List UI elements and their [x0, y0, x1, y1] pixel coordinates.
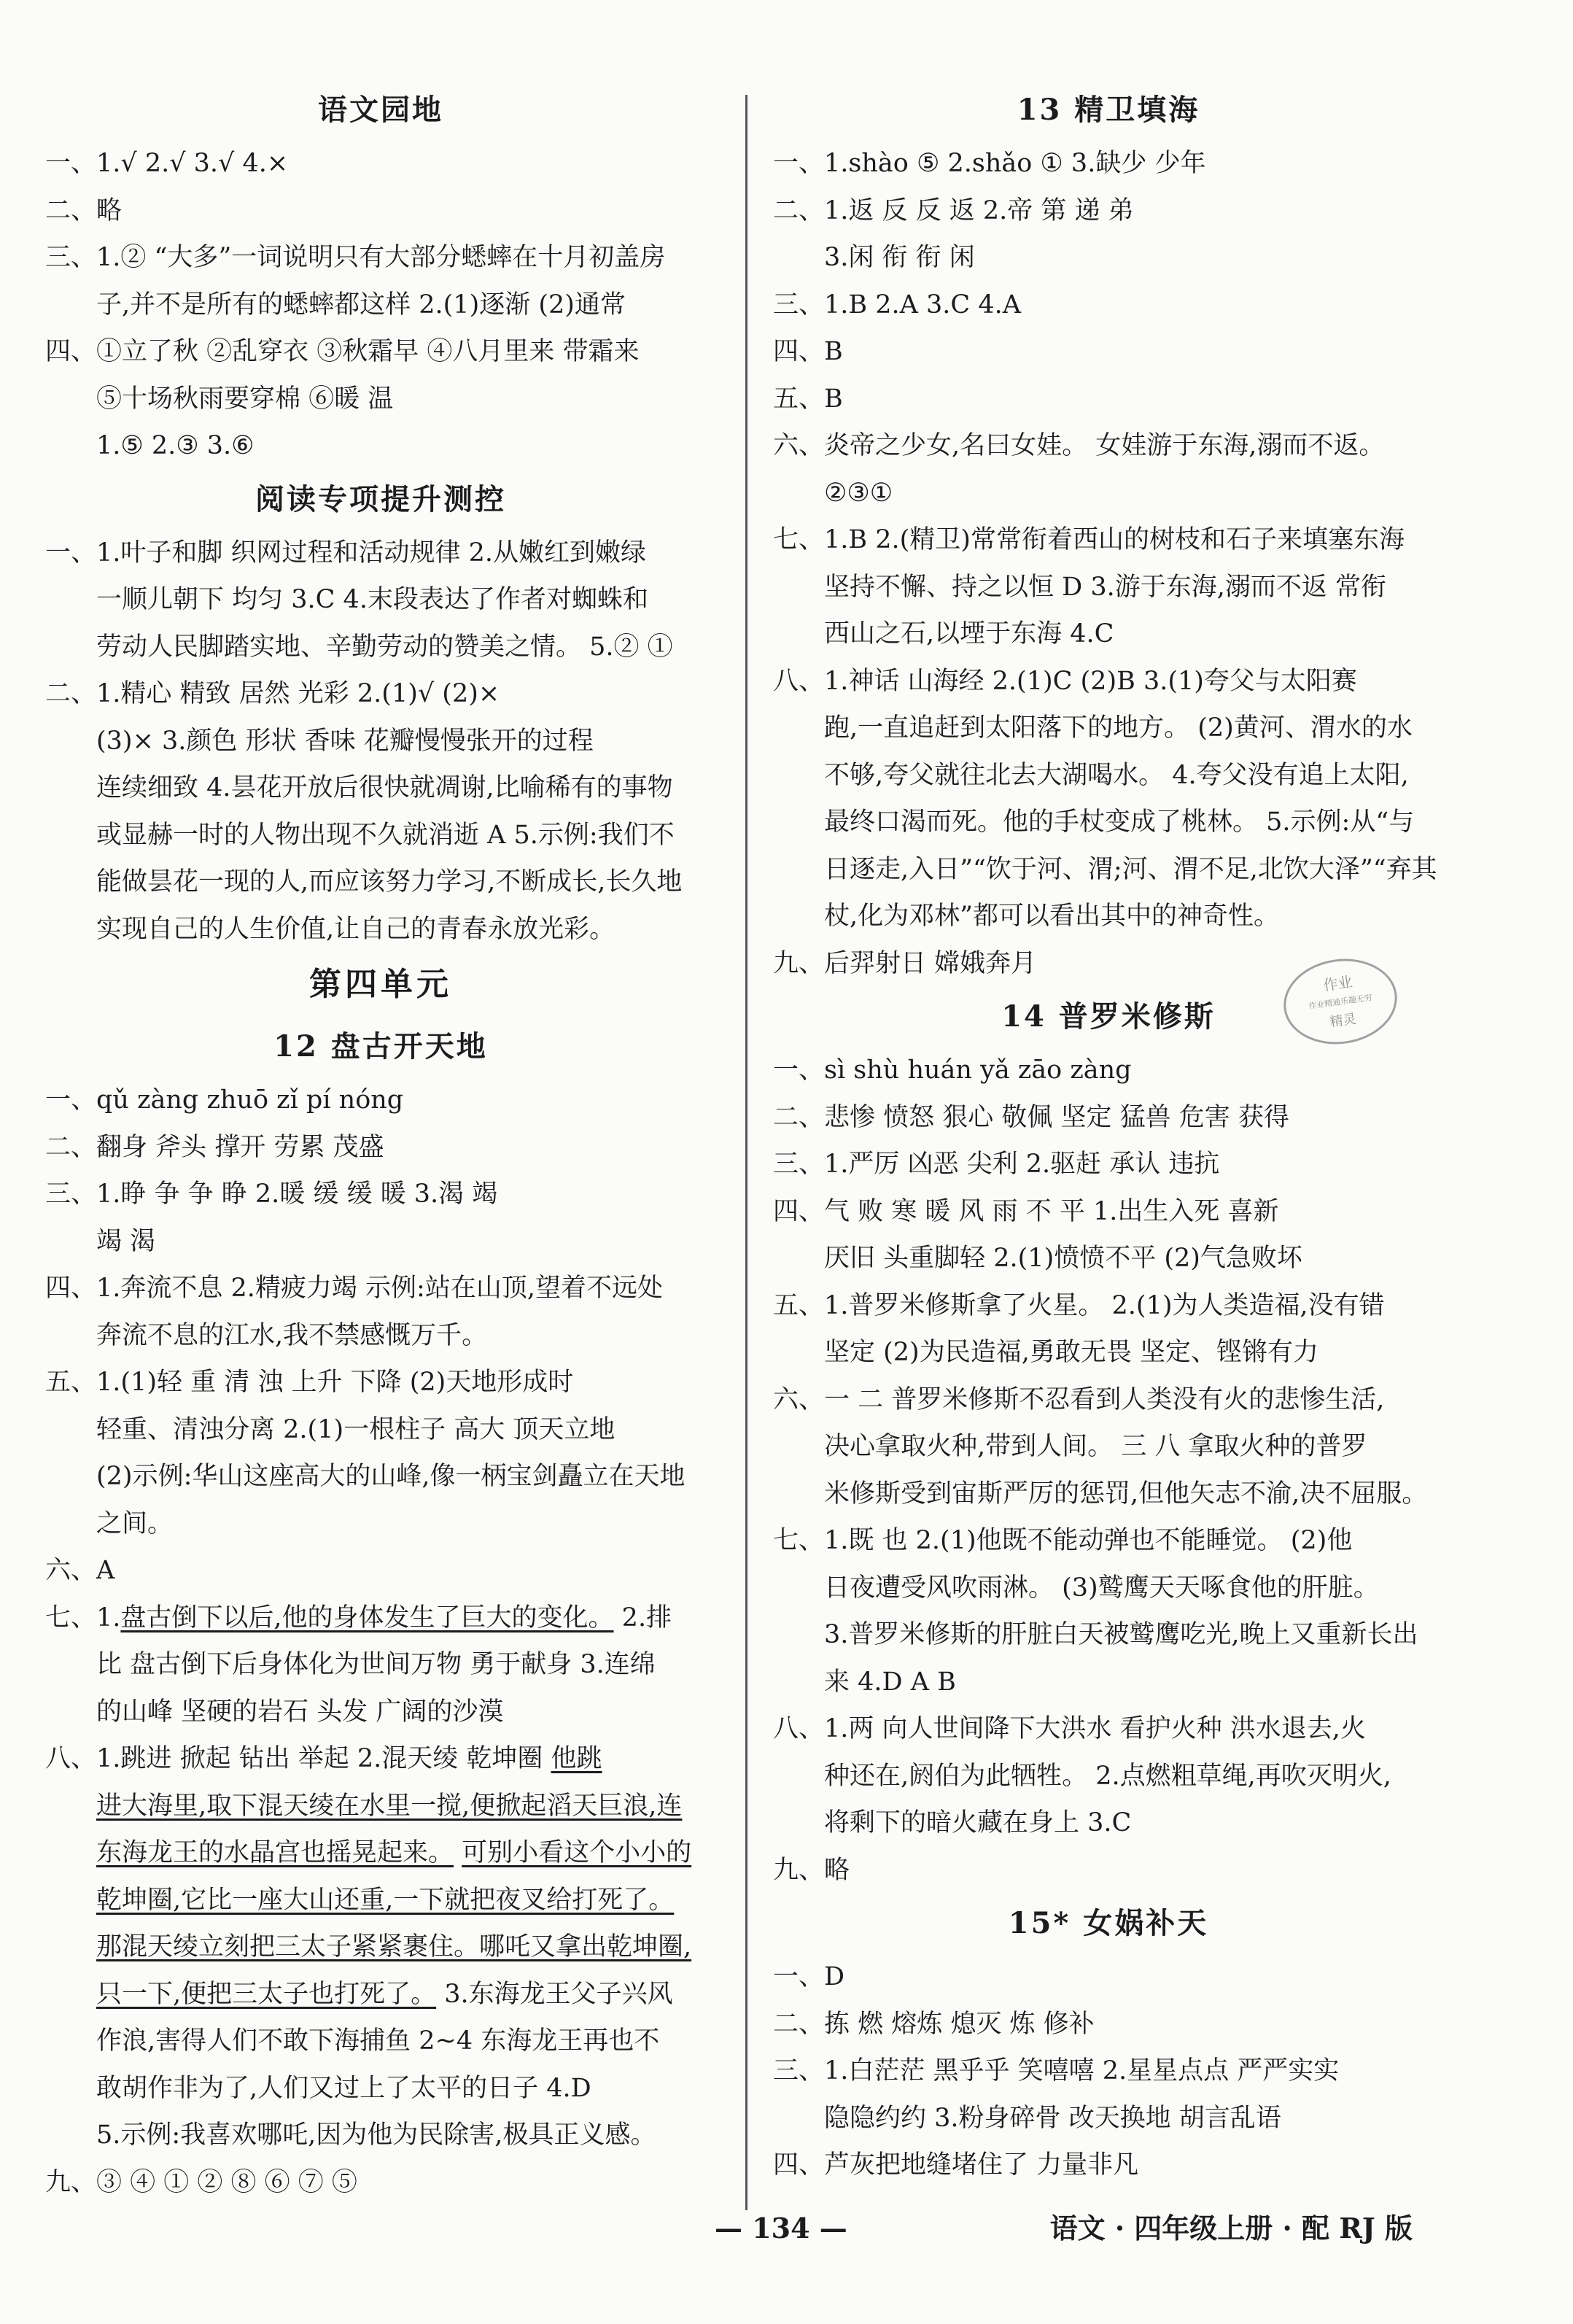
right-column — [773, 80, 1444, 2189]
answer-line: 最终口渴而死。他的手杖变成了桃林。 5.示例:从“与 — [824, 807, 1415, 837]
answer-line: 来 4.D A B — [824, 1667, 956, 1697]
answer-line: 3.闲 衔 衔 闲 — [824, 243, 975, 272]
answer-line: 坚持不懈、持之以恒 D 3.游于东海,溺而不返 常衔 — [824, 572, 1386, 602]
answer-line: 一、1.叶子和脚 织网过程和活动规律 2.从嫩红到嫩绿 — [45, 538, 647, 568]
answer-line: 1.⑤ 2.③ 3.⑥ — [96, 431, 255, 460]
answer-line — [45, 1924, 716, 1971]
answer-line: 西山之石,以堙于东海 4.C — [824, 619, 1114, 648]
answer-line: 四、B — [773, 337, 843, 366]
answer-line: ⑤十场秋雨要穿棉 ⑥暖 温 — [96, 384, 394, 414]
underlined-answer: 可别小看这个小小的 — [462, 1838, 692, 1867]
page-footer — [0, 2203, 1573, 2254]
section-title-reading-test: 阅读专项提升测控 — [255, 481, 506, 516]
answer-line: 八、1.两 向人世间降下大洪水 看护火种 洪水退去,火 — [773, 1714, 1366, 1743]
underlined-answer: 进大海里,取下混天绫在水里一搅,便掀起滔天巨浪,连 — [96, 1791, 683, 1821]
answer-line — [45, 1971, 716, 2018]
answer-line: 二、拣 燃 熔炼 熄灭 炼 修补 — [773, 2009, 1095, 2039]
answer-line: 一、sì shù huán yǎ zāo zàng — [773, 1056, 1132, 1085]
answer-line: 四、1.奔流不息 2.精疲力竭 示例:站在山顶,望着不远处 — [45, 1274, 663, 1303]
lesson-title-12: 12 盘古开天地 — [273, 1029, 488, 1064]
answer-line: 或显赫一时的人物出现不久就消逝 A 5.示例:我们不 — [96, 820, 675, 850]
answer-line: 连续细致 4.昙花开放后很快就凋谢,比喻稀有的事物 — [96, 773, 673, 802]
line-text: 七、1. — [45, 1603, 121, 1632]
section-title-yuwen-yuandi: 语文园地 — [318, 93, 443, 127]
answer-line: (3)× 3.颜色 形状 香味 花瓣慢慢张开的过程 — [96, 726, 594, 756]
answer-line: 一、qǔ zàng zhuō zǐ pí nóng — [45, 1085, 404, 1115]
answer-line: 六、一 二 普罗米修斯不忍看到人类没有火的悲惨生活, — [773, 1384, 1385, 1414]
lesson-title-15: 15* 女娲补天 — [1008, 1906, 1209, 1940]
answer-line: 七、1.B 2.(精卫)常常衔着西山的树枝和石子来填塞东海 — [773, 525, 1405, 554]
answer-line: 一、1.√ 2.√ 3.√ 4.× — [45, 149, 289, 178]
answer-line: 三、1.睁 争 争 睁 2.暖 缓 缓 暖 3.渴 竭 — [45, 1180, 498, 1209]
page-number: — 134 — — [715, 2212, 847, 2244]
answer-line: 六、A — [45, 1556, 115, 1585]
answer-line: 5.示例:我喜欢哪吒,因为他为民除害,极具正义感。 — [96, 2120, 656, 2150]
answer-line: 三、1.B 2.A 3.C 4.A — [773, 290, 1022, 319]
answer-line: 隐隐约约 3.粉身碎骨 改天换地 胡言乱语 — [824, 2103, 1281, 2133]
line-text: 八、1.跳进 掀起 钻出 举起 2.混天绫 乾坤圈 — [45, 1744, 551, 1773]
answer-line: 奔流不息的江水,我不禁感慨万千。 — [96, 1320, 488, 1350]
answer-line: 3.普罗米修斯的肝脏白天被鹫鹰吃光,晚上又重新长出 — [824, 1620, 1418, 1649]
answer-line: 敢胡作非为了,人们又过上了太平的日子 4.D — [96, 2073, 591, 2103]
unit-title: 第四单元 — [309, 966, 452, 1003]
answer-line: 二、翻身 斧头 撑开 劳累 茂盛 — [45, 1132, 384, 1162]
answer-line: 日逐走,入日”“饮于河、渭;河、渭不足,北饮大泽”“弃其 — [824, 854, 1437, 884]
column-divider — [745, 95, 747, 2210]
answer-line: 比 盘古倒下后身体化为世间万物 勇于献身 3.连绵 — [96, 1650, 656, 1679]
answer-line: 四、芦灰把地缝堵住了 力量非凡 — [773, 2150, 1139, 2180]
answer-line: 一、D — [773, 1962, 845, 1991]
answer-line: 五、1.(1)轻 重 清 浊 上升 下降 (2)天地形成时 — [45, 1368, 574, 1397]
answer-line: 日夜遭受风吹雨淋。 (3)鹫鹰天天啄食他的肝脏。 — [824, 1573, 1379, 1603]
stamp-text: 作业 — [1322, 972, 1353, 994]
underlined-answer: 东海龙王的水晶宫也摇晃起来。 — [96, 1838, 454, 1867]
answer-line: 子,并不是所有的蟋蟀都这样 2.(1)逐渐 (2)通常 — [96, 290, 626, 319]
answer-line: 四、气 败 寒 暖 风 雨 不 平 1.出生入死 喜新 — [773, 1196, 1279, 1226]
answer-line: 作浪,害得人们不敢下海捕鱼 2~4 东海龙王再也不 — [96, 2026, 660, 2056]
stamp-text: 作业精通乐趣无穷 — [1308, 992, 1373, 1012]
answer-line: 二、悲惨 愤怒 狠心 敬佩 坚定 猛兽 危害 获得 — [773, 1102, 1289, 1132]
answer-line: 九、后羿射日 嫦娥奔月 — [773, 948, 1037, 978]
answer-line: 之间。 — [96, 1508, 174, 1538]
answer-line: 将剩下的暗火藏在身上 3.C — [824, 1808, 1132, 1837]
answer-line: 厌旧 头重脚轻 2.(1)愤愤不平 (2)气急败坏 — [824, 1244, 1302, 1273]
answer-line: 实现自己的人生价值,让自己的青春永放光彩。 — [96, 914, 615, 944]
book-info: 语文 · 四年级上册 · 配 RJ 版 — [1049, 2212, 1413, 2244]
answer-line — [45, 1829, 716, 1877]
answer-line: 九、略 — [773, 1855, 850, 1885]
stamp-text: 精灵 — [1329, 1011, 1357, 1031]
answer-line: 三、1.② “大多”一词说明只有大部分蟋蟀在十月初盖房 — [45, 243, 666, 272]
answer-line: 八、1.神话 山海经 2.(1)C (2)B 3.(1)夸父与太阳赛 — [773, 666, 1357, 696]
answer-line: 六、炎帝之少女,名曰女娃。 女娃游于东海,溺而不返。 — [773, 431, 1385, 460]
answer-line: 二、1.精心 精致 居然 光彩 2.(1)√ (2)× — [45, 679, 500, 708]
answer-line: 九、③ ④ ① ② ⑧ ⑥ ⑦ ⑤ — [45, 2167, 357, 2197]
line-text: 3.东海龙王父子兴风 — [436, 1979, 673, 2009]
line-text: 2.排 — [613, 1603, 672, 1632]
answer-line: 劳动人民脚踏实地、辛勤劳动的赞美之情。 5.② ① — [96, 632, 673, 662]
answer-line — [45, 1877, 716, 1924]
answer-line: 二、略 — [45, 195, 123, 225]
answer-line: 决心拿取火种,带到人间。 三 八 拿取火种的普罗 — [824, 1432, 1367, 1461]
lesson-title-13: 13 精卫填海 — [1017, 93, 1200, 127]
answer-line: 种还在,阏伯为此牺牲。 2.点燃粗草绳,再吹灭明火, — [824, 1761, 1391, 1791]
answer-line: 五、1.普罗米修斯拿了火星。 2.(1)为人类造福,没有错 — [773, 1290, 1385, 1320]
answer-line: 能做昙花一现的人,而应该努力学习,不断成长,长久地 — [96, 867, 683, 896]
answer-line: 四、①立了秋 ②乱穿衣 ③秋霜早 ④八月里来 带霜来 — [45, 337, 640, 366]
left-column — [45, 80, 716, 2206]
underlined-answer: 只一下,便把三太子也打死了。 — [96, 1979, 437, 2009]
answer-line: 一顺儿朝下 均匀 3.C 4.末段表达了作者对蜘蛛和 — [96, 585, 648, 614]
answer-line — [45, 1783, 716, 1830]
underlined-answer: 乾坤圈,它比一座大山还重,一下就把夜叉给打死了。 — [96, 1885, 675, 1915]
underlined-answer: 他跳 — [551, 1744, 602, 1773]
answer-line: 的山峰 坚硬的岩石 头发 广阔的沙漠 — [96, 1697, 504, 1727]
answer-line: 跑,一直追赶到太阳落下的地方。 (2)黄河、渭水的水 — [824, 713, 1413, 743]
line-text — [454, 1838, 462, 1867]
answer-line: 二、1.返 反 反 返 2.帝 第 递 弟 — [773, 195, 1134, 225]
answer-line: 七、1.既 也 2.(1)他既不能动弹也不能睡觉。 (2)他 — [773, 1526, 1353, 1555]
lesson-title-14: 14 普罗米修斯 — [1001, 999, 1216, 1034]
underlined-answer: 那混天绫立刻把三太子紧紧裹住。哪吒又拿出乾坤圈, — [96, 1932, 692, 1961]
answer-line: 竭 渴 — [96, 1226, 156, 1256]
underlined-answer: 盘古倒下以后,他的身体发生了巨大的变化。 — [120, 1603, 614, 1632]
answer-line — [45, 1735, 716, 1783]
answer-line: ②③① — [824, 478, 893, 508]
answer-line: 三、1.白茫茫 黑乎乎 笑嘻嘻 2.星星点点 严严实实 — [773, 2056, 1340, 2085]
answer-line: 三、1.严厉 凶恶 尖利 2.驱赶 承认 违抗 — [773, 1150, 1220, 1179]
answer-line: 米修斯受到宙斯严厉的惩罚,但他矢志不渝,决不屈服。 — [824, 1479, 1428, 1508]
answer-line: 轻重、清浊分离 2.(1)一根柱子 高大 顶天立地 — [96, 1414, 615, 1444]
answer-line: (2)示例:华山这座高大的山峰,像一柄宝剑矗立在天地 — [96, 1462, 685, 1491]
answer-line: 杖,化为邓林”都可以看出其中的神奇性。 — [824, 902, 1280, 931]
answer-line: 五、B — [773, 384, 843, 414]
answer-line: 坚定 (2)为民造福,勇敢无畏 坚定、铿锵有力 — [824, 1338, 1318, 1367]
answer-line: 不够,夸父就往北去大湖喝水。 4.夸父没有追上太阳, — [824, 760, 1409, 790]
answer-line: 一、1.shào ⑤ 2.shǎo ① 3.缺少 少年 — [773, 149, 1206, 178]
answer-line — [45, 1595, 716, 1642]
